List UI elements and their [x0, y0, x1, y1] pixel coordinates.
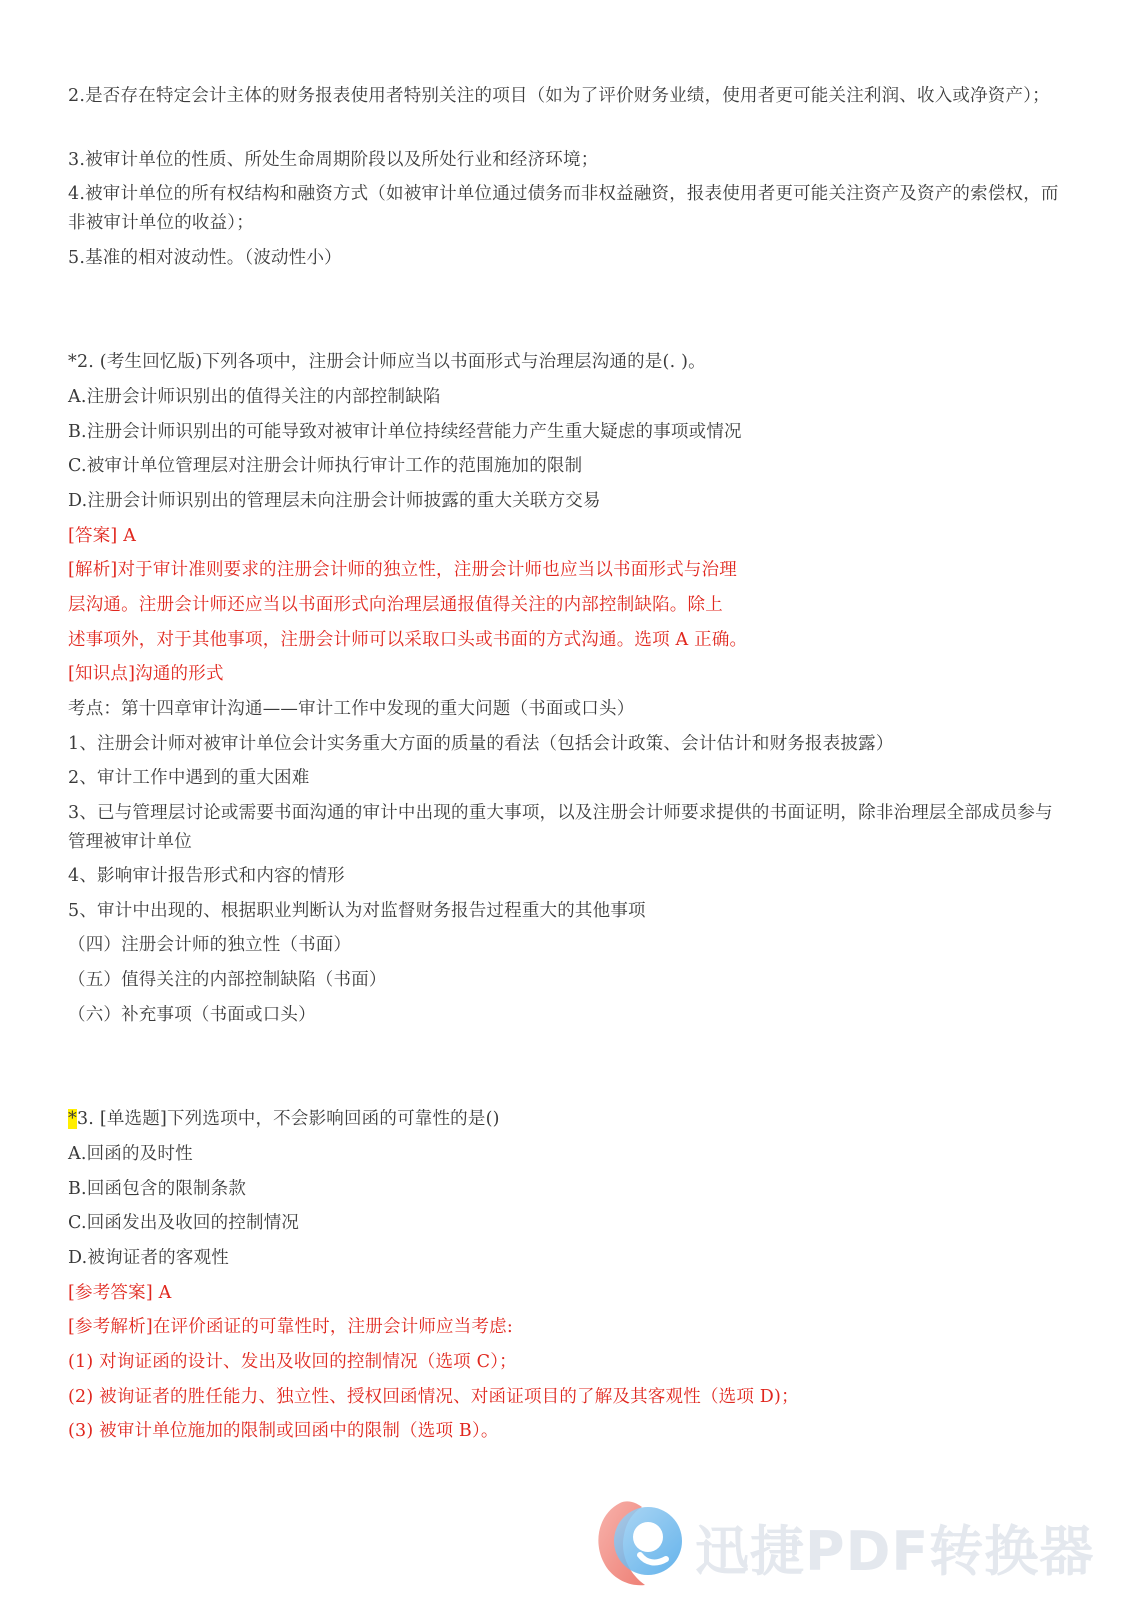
intro-item-5: 5.基准的相对波动性。（波动性小） [68, 248, 342, 268]
q3-answer: [参考答案] A [68, 1283, 172, 1303]
q2-analysis-line-1: [解析]对于审计准则要求的注册会计师的独立性，注册会计师也应当以书面形式与治理 [68, 560, 737, 580]
q2-analysis-line-2: 层沟通。注册会计师还应当以书面形式向治理层通报值得关注的内部控制缺陷。除上 [68, 595, 723, 615]
q2-analysis-line-3: 述事项外，对于其他事项，注册会计师可以采取口头或书面的方式沟通。选项 A 正确。 [68, 630, 748, 650]
q2-section-5: （五）值得关注的内部控制缺陷（书面） [68, 970, 387, 990]
q3-option-c: C.回函发出及收回的控制情况 [68, 1213, 300, 1233]
q2-point-4: 4、影响审计报告形式和内容的情形 [68, 866, 345, 886]
q3-option-b: B.回函包含的限制条款 [68, 1179, 247, 1199]
q3-option-d: D.被询证者的客观性 [68, 1248, 229, 1268]
q3-analysis-item-3: (3) 被审计单位施加的限制或回函中的限制（选项 B）。 [68, 1421, 499, 1441]
intro-item-2: 2.是否存在特定会计主体的财务报表使用者特别关注的项目（如为了评价财务业绩，使用者更可能关注利润、收入或净资产）； [68, 86, 1050, 106]
q2-question: *2. (考生回忆版)下列各项中，注册会计师应当以书面形式与治理层沟通的是(. )。 [68, 352, 706, 372]
q2-option-d: D.注册会计师识别出的管理层未向注册会计师披露的重大关联方交易 [68, 491, 601, 511]
q2-option-a: A.注册会计师识别出的值得关注的内部控制缺陷 [68, 387, 441, 407]
q3-analysis-intro: [参考解析]在评价函证的可靠性时，注册会计师应当考虑: [68, 1317, 513, 1337]
q3-analysis-item-1: (1) 对询证函的设计、发出及收回的控制情况（选项 C）； [68, 1352, 517, 1372]
q2-point-1: 1、注册会计师对被审计单位会计实务重大方面的质量的看法（包括会计政策、会计估计和财务报表披露） [68, 734, 894, 754]
intro-item-3: 3.被审计单位的性质、所处生命周期阶段以及所处行业和经济环境； [68, 150, 599, 170]
q3-question: 3. [单选题]下列选项中，不会影响回函的可靠性的是() [76, 1109, 500, 1129]
q3-analysis-item-2: (2) 被询证者的胜任能力、独立性、授权回函情况、对函证项目的了解及其客观性（选项 D)； [68, 1387, 799, 1407]
watermark-text: 迅捷PDF转换器 [695, 1520, 1095, 1583]
xunjie-pdf-logo-icon [590, 1495, 690, 1595]
q2-answer: [答案] A [68, 526, 137, 546]
q2-point-3: 3、已与管理层讨论或需要书面沟通的审计中出现的重大事项，以及注册会计师要求提供的书面证明，除非治理层全部成员参与管理被审计单位 [68, 803, 1053, 852]
q2-knowledge-point: [知识点]沟通的形式 [68, 664, 224, 684]
intro-item-4: 4.被审计单位的所有权结构和融资方式（如被审计单位通过债务而非权益融资，报表使用者更可能关注资产及资产的索偿权，而非被审计单位的收益）； [68, 184, 1059, 233]
q2-point-2: 2、审计工作中遇到的重大困难 [68, 768, 310, 788]
q2-option-c: C.被审计单位管理层对注册会计师执行审计工作的范围施加的限制 [68, 456, 583, 476]
q2-section-6: （六）补充事项（书面或口头） [68, 1005, 316, 1025]
q3-star-highlight: * [68, 1109, 77, 1129]
q2-section-4: （四）注册会计师的独立性（书面） [68, 935, 352, 955]
q2-option-b: B.注册会计师识别出的可能导致对被审计单位持续经营能力产生重大疑虑的事项或情况 [68, 422, 742, 442]
q2-exam-point: 考点：第十四章审计沟通——审计工作中发现的重大问题（书面或口头） [68, 699, 635, 719]
watermark [590, 1495, 1110, 1595]
q3-option-a: A.回函的及时性 [68, 1144, 193, 1164]
q2-point-5: 5、审计中出现的、根据职业判断认为对监督财务报告过程重大的其他事项 [68, 901, 646, 921]
q3-question-line [68, 1105, 1068, 1134]
